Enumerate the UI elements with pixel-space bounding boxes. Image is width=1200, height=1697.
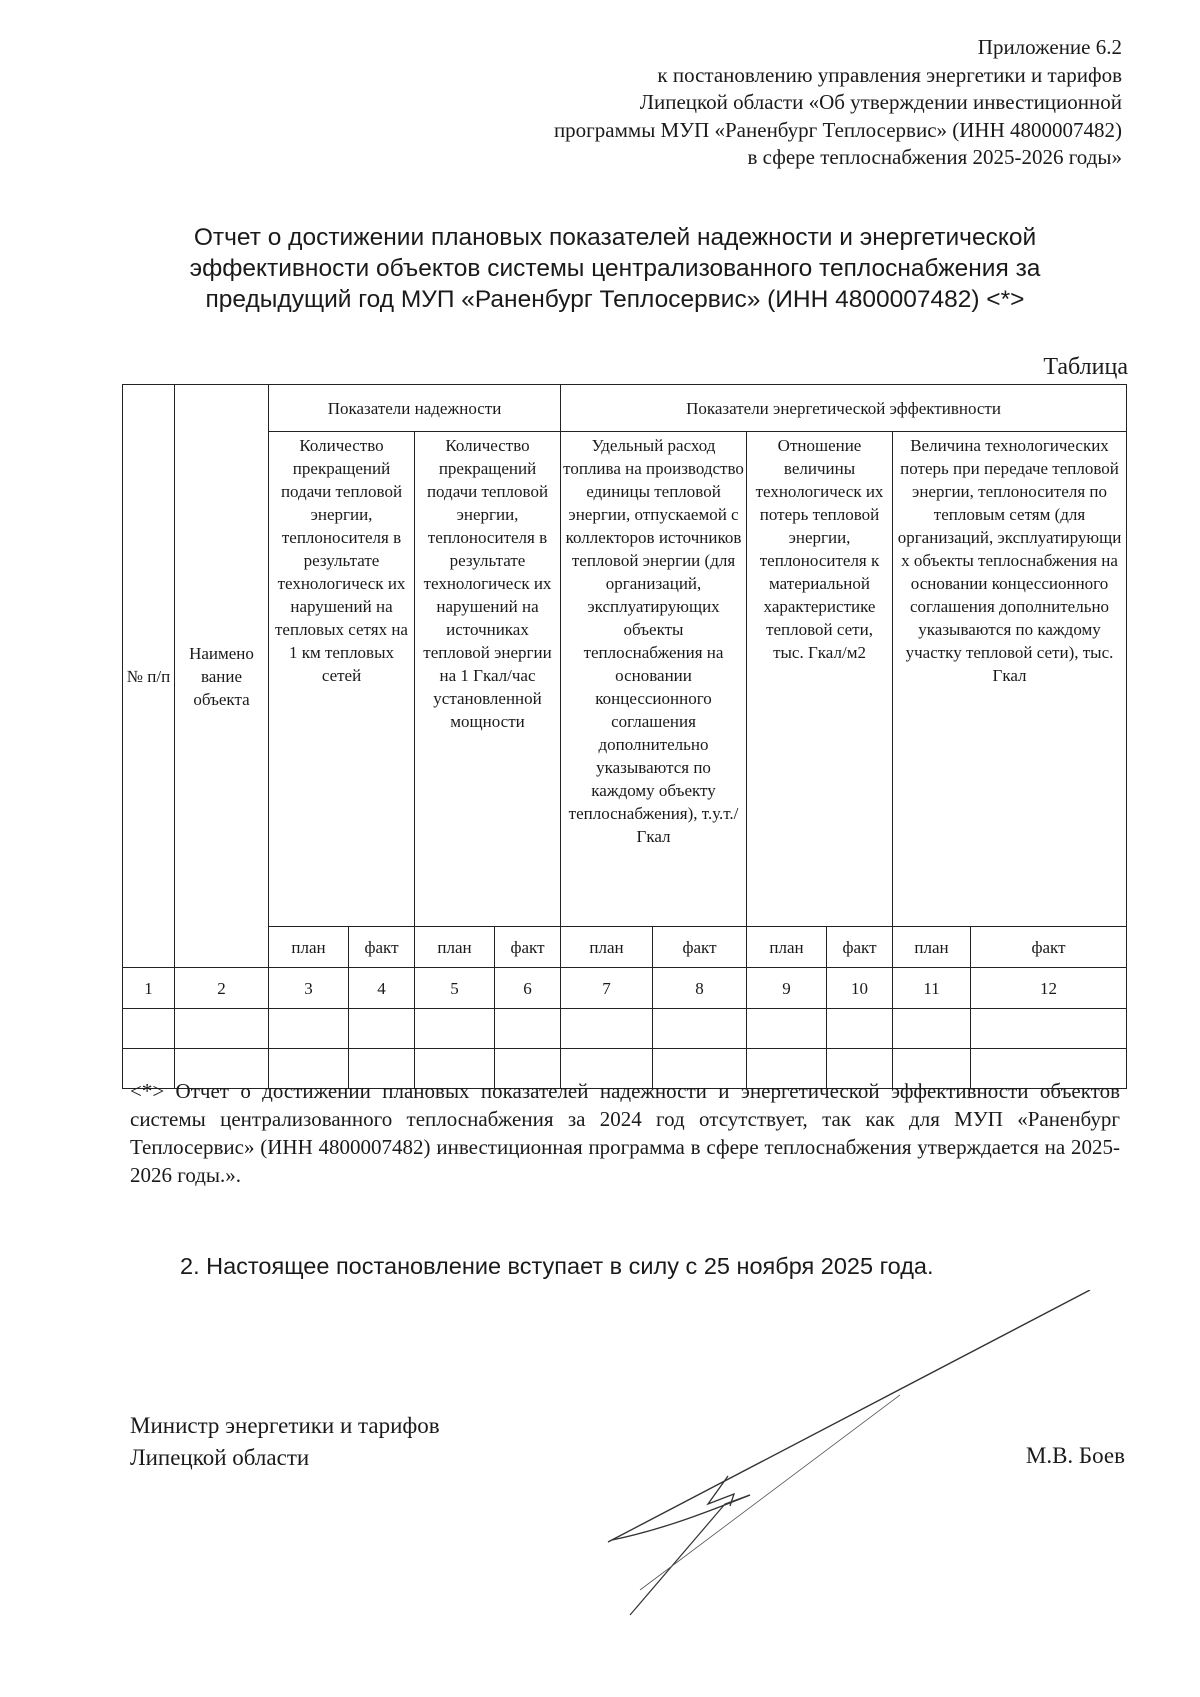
- column-number: 3: [269, 968, 349, 1009]
- empty-cell: [123, 1009, 175, 1049]
- table-label: Таблица: [1043, 354, 1128, 380]
- empty-cell: [971, 1009, 1127, 1049]
- appendix-line: Липецкой области «Об утверждении инвестиционной: [639, 90, 1122, 114]
- footnote: <*> Отчет о достижении плановых показателей надежности и энергетической эффективности объектов системы централизованного теплоснабжения за 2024 год отсутствует, так как для МУП «Раненбург Теплосервис» (ИНН 4800007482) инвестиционная программа в сфере теплоснабжения утверждается на 2025-2026 годы.».: [130, 1079, 1120, 1187]
- appendix-line: в сфере теплоснабжения 2025-2026 годы»: [747, 145, 1122, 169]
- column-number: 1: [123, 968, 175, 1009]
- empty-cell: [269, 1009, 349, 1049]
- indicator-fuel-rate: Удельный расход топлива на производство единицы тепловой энергии, отпускаемой с коллекторов источников тепловой энергии (для организаций, эксплуатирующих объекты теплоснабжения на основании концессионного соглашения дополнительно указываются по каждому объекту теплоснабжения), т.у.т./Гкал: [561, 432, 747, 927]
- group-efficiency: Показатели энергетической эффективности: [561, 385, 1127, 432]
- title-line: Отчет о достижении плановых показателей надежности и энергетической: [193, 224, 1037, 251]
- appendix-line: программы МУП «Раненбург Теплосервис» (ИНН 4800007482): [553, 117, 1122, 142]
- column-number: 11: [893, 968, 971, 1009]
- indicator-loss-ratio: Отношение величины технологическ их потерь тепловой энергии, теплоносителя к материальной характеристике тепловой сети, тыс. Гкал/м2: [747, 432, 893, 927]
- column-number: 5: [415, 968, 495, 1009]
- column-number: 10: [827, 968, 893, 1009]
- table-row: [123, 1009, 1127, 1049]
- indicator-network-outages: Количество прекращений подачи тепловой энергии, теплоносителя в результате технологическ их нарушений на тепловых сетях на 1 км тепловых сетей: [269, 432, 415, 927]
- empty-cell: [827, 1009, 893, 1049]
- fact-header: факт: [827, 927, 893, 968]
- handwritten-signature: [600, 1290, 1120, 1620]
- empty-cell: [747, 1009, 827, 1049]
- column-number: 6: [495, 968, 561, 1009]
- group-reliability: Показатели надежности: [269, 385, 561, 432]
- decree-clause: 2. Настоящее постановление вступает в силу с 25 ноября 2025 года.: [180, 1253, 934, 1279]
- empty-cell: [893, 1009, 971, 1049]
- plan-header: план: [415, 927, 495, 968]
- appendix-header: [402, 34, 1122, 172]
- empty-cell: [561, 1009, 653, 1049]
- plan-header: план: [747, 927, 827, 968]
- signer-name: М.В. Боев: [1025, 1443, 1125, 1468]
- title-line: предыдущий год МУП «Раненбург Теплосервис» (ИНН 4800007482) <*>: [205, 286, 1025, 313]
- column-number: 9: [747, 968, 827, 1009]
- empty-cell: [175, 1009, 269, 1049]
- plan-header: план: [561, 927, 653, 968]
- header-no: № п/п: [123, 385, 175, 968]
- signer-title: [130, 1410, 440, 1474]
- empty-cell: [653, 1009, 747, 1049]
- empty-cell: [349, 1009, 415, 1049]
- title-line: эффективности объектов системы централизованного теплоснабжения за: [189, 255, 1041, 282]
- indicator-loss-amount: Величина технологических потерь при передаче тепловой энергии, теплоносителя по тепловым сетям (для организаций, эксплуатирующи х объекты теплоснабжения на основании концессионного соглашения дополнительно указываются по каждому участку тепловой сети), тыс. Гкал: [893, 432, 1127, 927]
- appendix-line: Приложение 6.2: [977, 35, 1122, 59]
- plan-header: план: [269, 927, 349, 968]
- fact-header: факт: [349, 927, 415, 968]
- column-number: 7: [561, 968, 653, 1009]
- column-number: 4: [349, 968, 415, 1009]
- fact-header: факт: [495, 927, 561, 968]
- report-title: [150, 222, 1080, 315]
- column-number: 8: [653, 968, 747, 1009]
- signer-line: Министр энергетики и тарифов: [130, 1413, 440, 1438]
- header-object-name: Наимено вание объекта: [175, 385, 269, 968]
- empty-cell: [415, 1009, 495, 1049]
- signer-line: Липецкой области: [130, 1445, 310, 1470]
- column-number: 2: [175, 968, 269, 1009]
- empty-cell: [495, 1009, 561, 1049]
- fact-header: факт: [971, 927, 1127, 968]
- plan-header: план: [893, 927, 971, 968]
- appendix-line: к постановлению управления энергетики и тарифов: [657, 62, 1122, 87]
- report-table: [122, 384, 1127, 1089]
- indicator-source-outages: Количество прекращений подачи тепловой энергии, теплоносителя в результате технологическ их нарушений на источниках тепловой энергии на 1 Гкал/час установленной мощности: [415, 432, 561, 927]
- column-number: 12: [971, 968, 1127, 1009]
- fact-header: факт: [653, 927, 747, 968]
